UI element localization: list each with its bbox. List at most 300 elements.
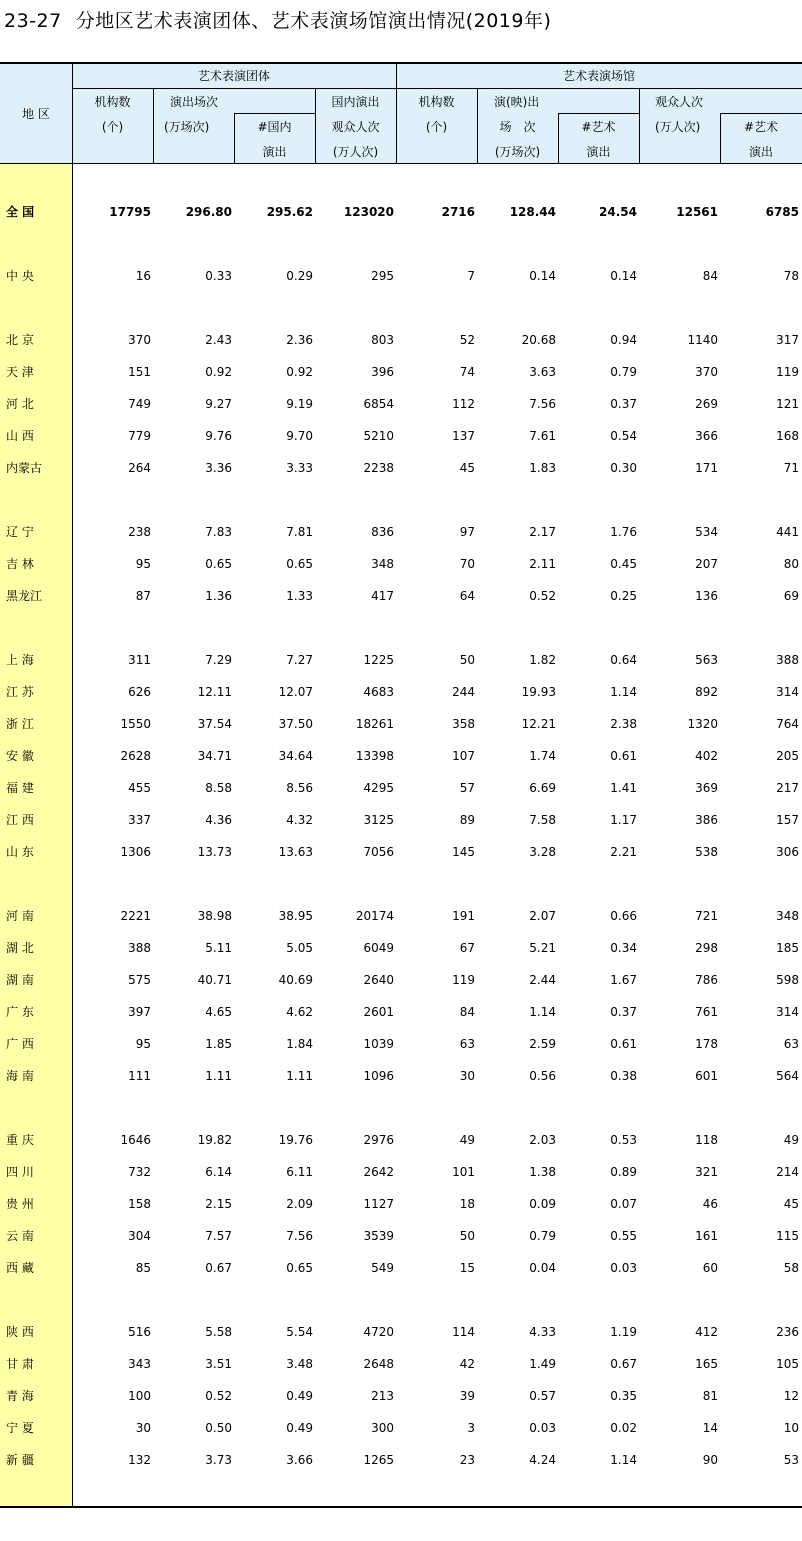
cell-venue-shows: 1.38: [529, 1165, 556, 1179]
cell-venue-art-shows: 0.30: [610, 461, 637, 475]
cell-troupe-domestic-performances: 40.69: [278, 973, 313, 987]
cell-venue-art-shows: 0.34: [610, 941, 637, 955]
cell-venue-count: 244: [452, 685, 475, 699]
header-troupe-count-unit: (个): [101, 120, 124, 134]
cell-venue-art-shows: 0.61: [610, 1037, 637, 1051]
cell-venue-count: 70: [459, 557, 475, 571]
cell-troupe-performances: 5.11: [205, 941, 232, 955]
cell-venue-audience: 161: [695, 1229, 718, 1243]
table-row: [0, 1069, 802, 1083]
cell-troupe-domestic-audience: 1225: [363, 653, 394, 667]
cell-venue-art-shows: 0.79: [610, 365, 637, 379]
header-troupe-performances-unit: (万场次): [164, 120, 210, 134]
cell-troupe-count: 732: [128, 1165, 151, 1179]
region-name: 新 疆: [6, 1453, 34, 1467]
header-group-troupes: 艺术表演团体: [197, 69, 270, 83]
cell-venue-audience: 1320: [687, 717, 718, 731]
cell-venue-count: 191: [452, 909, 475, 923]
cell-venue-art-audience: 306: [776, 845, 799, 859]
cell-venue-audience: 538: [695, 845, 718, 859]
cell-troupe-domestic-audience: 1265: [363, 1453, 394, 1467]
cell-venue-art-audience: 115: [776, 1229, 799, 1243]
cell-venue-count: 145: [452, 845, 475, 859]
header-domestic-audience: 国内演出: [331, 95, 380, 109]
header-domestic-audience-2: 观众人次: [331, 120, 380, 134]
table-row: [0, 845, 802, 859]
cell-troupe-domestic-performances: 7.81: [286, 525, 313, 539]
cell-venue-count: 74: [459, 365, 475, 379]
region-name: 河 北: [6, 397, 34, 411]
cell-venue-shows: 0.14: [529, 269, 556, 283]
cell-troupe-domestic-performances: 7.56: [286, 1229, 313, 1243]
cell-troupe-domestic-performances: 1.33: [286, 589, 313, 603]
cell-venue-shows: 0.09: [529, 1197, 556, 1211]
table-row: [0, 781, 802, 795]
cell-troupe-count: 397: [128, 1005, 151, 1019]
cell-venue-count: 50: [459, 653, 475, 667]
table-row: [0, 813, 802, 827]
cell-venue-shows: 7.56: [529, 397, 556, 411]
cell-troupe-domestic-performances: 2.36: [286, 333, 313, 347]
cell-venue-art-audience: 236: [776, 1325, 799, 1339]
sub-divider: [720, 113, 802, 114]
cell-troupe-domestic-performances: 13.63: [278, 845, 313, 859]
cell-troupe-performances: 0.65: [205, 557, 232, 571]
sub-divider: [234, 113, 316, 114]
cell-venue-audience: 1140: [687, 333, 718, 347]
cell-venue-audience: 12561: [676, 205, 718, 219]
cell-troupe-domestic-audience: 4295: [363, 781, 394, 795]
table-row: [0, 557, 802, 571]
cell-troupe-performances: 7.83: [205, 525, 232, 539]
cell-venue-audience: 321: [695, 1165, 718, 1179]
cell-troupe-count: 343: [128, 1357, 151, 1371]
cell-troupe-domestic-performances: 38.95: [278, 909, 313, 923]
cell-troupe-performances: 3.36: [205, 461, 232, 475]
cell-troupe-domestic-performances: 3.48: [286, 1357, 313, 1371]
cell-venue-art-audience: 78: [783, 269, 799, 283]
cell-venue-shows: 5.21: [529, 941, 556, 955]
cell-venue-shows: 4.24: [529, 1453, 556, 1467]
cell-venue-audience: 370: [695, 365, 718, 379]
cell-venue-art-audience: 119: [776, 365, 799, 379]
cell-venue-shows: 2.11: [529, 557, 556, 571]
cell-venue-art-shows: 1.14: [610, 1453, 637, 1467]
cell-troupe-domestic-audience: 300: [371, 1421, 394, 1435]
cell-troupe-performances: 4.36: [205, 813, 232, 827]
cell-venue-count: 7: [467, 269, 475, 283]
cell-troupe-performances: 2.43: [205, 333, 232, 347]
cell-troupe-domestic-audience: 417: [371, 589, 394, 603]
cell-venue-audience: 46: [702, 1197, 718, 1211]
cell-venue-art-shows: 0.25: [610, 589, 637, 603]
cell-venue-art-shows: 0.37: [610, 397, 637, 411]
cell-venue-shows: 1.82: [529, 653, 556, 667]
cell-troupe-domestic-audience: 2640: [363, 973, 394, 987]
cell-venue-audience: 366: [695, 429, 718, 443]
region-name: 福 建: [6, 781, 34, 795]
cell-troupe-domestic-performances: 9.70: [286, 429, 313, 443]
cell-troupe-domestic-performances: 0.92: [286, 365, 313, 379]
cell-venue-art-audience: 12: [783, 1389, 799, 1403]
cell-troupe-performances: 7.57: [205, 1229, 232, 1243]
header-region: 地 区: [22, 107, 50, 121]
cell-venue-art-audience: 764: [776, 717, 799, 731]
cell-troupe-performances: 296.80: [185, 205, 232, 219]
cell-troupe-domestic-performances: 1.11: [286, 1069, 313, 1083]
cell-troupe-performances: 0.67: [205, 1261, 232, 1275]
table-title: 分地区艺术表演团体、艺术表演场馆演出情况(2019年): [75, 10, 552, 32]
cell-venue-count: 89: [459, 813, 475, 827]
cell-troupe-count: 30: [135, 1421, 151, 1435]
cell-venue-shows: 2.44: [529, 973, 556, 987]
cell-venue-art-audience: 69: [783, 589, 799, 603]
cell-troupe-count: 264: [128, 461, 151, 475]
cell-venue-art-audience: 105: [776, 1357, 799, 1371]
cell-troupe-domestic-performances: 4.62: [286, 1005, 313, 1019]
region-name: 青 海: [6, 1389, 34, 1403]
cell-troupe-domestic-performances: 12.07: [278, 685, 313, 699]
cell-venue-art-audience: 214: [776, 1165, 799, 1179]
cell-venue-art-shows: 0.53: [610, 1133, 637, 1147]
cell-venue-art-shows: 0.14: [610, 269, 637, 283]
cell-venue-shows: 0.52: [529, 589, 556, 603]
cell-venue-count: 2716: [441, 205, 475, 219]
cell-troupe-domestic-audience: 2648: [363, 1357, 394, 1371]
cell-venue-art-audience: 45: [783, 1197, 799, 1211]
cell-venue-count: 101: [452, 1165, 475, 1179]
header-venue-art-shows: #艺术: [581, 120, 616, 134]
table-row: [0, 365, 802, 379]
cell-troupe-count: 95: [135, 557, 151, 571]
cell-venue-art-audience: 564: [776, 1069, 799, 1083]
region-name: 广 东: [6, 1005, 34, 1019]
cell-venue-count: 15: [459, 1261, 475, 1275]
cell-troupe-domestic-performances: 9.19: [286, 397, 313, 411]
region-name: 中 央: [6, 269, 34, 283]
cell-venue-art-audience: 63: [783, 1037, 799, 1051]
region-name: 全 国: [6, 205, 35, 219]
cell-venue-art-audience: 388: [776, 653, 799, 667]
cell-venue-art-shows: 1.17: [610, 813, 637, 827]
cell-venue-art-shows: 24.54: [599, 205, 637, 219]
region-name: 云 南: [6, 1229, 34, 1243]
header-venue-audience: 观众人次: [655, 95, 704, 109]
cell-venue-count: 84: [459, 1005, 475, 1019]
cell-venue-art-audience: 58: [783, 1261, 799, 1275]
table-row: [0, 1165, 802, 1179]
cell-venue-audience: 786: [695, 973, 718, 987]
cell-venue-art-shows: 0.02: [610, 1421, 637, 1435]
cell-troupe-domestic-audience: 2642: [363, 1165, 394, 1179]
cell-venue-art-audience: 10: [783, 1421, 799, 1435]
cell-troupe-domestic-performances: 295.62: [266, 205, 313, 219]
cell-troupe-performances: 1.36: [205, 589, 232, 603]
cell-troupe-count: 100: [128, 1389, 151, 1403]
cell-troupe-count: 455: [128, 781, 151, 795]
table-number: 23-27: [4, 10, 62, 32]
cell-venue-art-audience: 185: [776, 941, 799, 955]
cell-venue-shows: 7.61: [529, 429, 556, 443]
cell-venue-shows: 2.17: [529, 525, 556, 539]
cell-troupe-domestic-audience: 213: [371, 1389, 394, 1403]
cell-troupe-domestic-audience: 396: [371, 365, 394, 379]
cell-venue-shows: 4.33: [529, 1325, 556, 1339]
cell-troupe-domestic-audience: 3539: [363, 1229, 394, 1243]
cell-troupe-performances: 4.65: [205, 1005, 232, 1019]
cell-venue-audience: 534: [695, 525, 718, 539]
header-venue-art-audience-2: 演出: [748, 145, 773, 159]
header-venue-art-shows-2: 演出: [586, 145, 611, 159]
region-name: 辽 宁: [6, 525, 34, 539]
cell-troupe-domestic-audience: 20174: [355, 909, 394, 923]
cell-venue-art-audience: 314: [776, 685, 799, 699]
cell-troupe-domestic-audience: 1127: [363, 1197, 394, 1211]
column-divider: [639, 89, 640, 164]
cell-venue-count: 23: [459, 1453, 475, 1467]
cell-troupe-count: 87: [135, 589, 151, 603]
cell-venue-art-shows: 1.67: [610, 973, 637, 987]
cell-troupe-domestic-audience: 295: [371, 269, 394, 283]
header-domestic-performances: #国内: [257, 120, 292, 134]
cell-venue-art-audience: 317: [776, 333, 799, 347]
cell-troupe-domestic-performances: 34.64: [278, 749, 313, 763]
table-row: [0, 941, 802, 955]
cell-troupe-domestic-audience: 5210: [363, 429, 394, 443]
cell-venue-count: 63: [459, 1037, 475, 1051]
table-row: [0, 1261, 802, 1275]
cell-troupe-domestic-performances: 0.49: [286, 1421, 313, 1435]
cell-venue-audience: 14: [702, 1421, 718, 1435]
cell-troupe-count: 158: [128, 1197, 151, 1211]
cell-troupe-count: 311: [128, 653, 151, 667]
table-row: [0, 205, 802, 219]
region-name: 安 徽: [6, 749, 34, 763]
region-name: 河 南: [6, 909, 34, 923]
header-venue-shows-2: 场 次: [499, 120, 536, 134]
cell-venue-art-shows: 1.41: [610, 781, 637, 795]
cell-venue-art-audience: 71: [783, 461, 799, 475]
cell-venue-art-audience: 80: [783, 557, 799, 571]
cell-troupe-domestic-audience: 13398: [355, 749, 394, 763]
cell-venue-shows: 0.03: [529, 1421, 556, 1435]
cell-troupe-domestic-performances: 0.65: [286, 1261, 313, 1275]
cell-troupe-domestic-audience: 1096: [363, 1069, 394, 1083]
region-name: 广 西: [6, 1037, 34, 1051]
cell-troupe-domestic-performances: 1.84: [286, 1037, 313, 1051]
region-name: 陕 西: [6, 1325, 34, 1339]
cell-troupe-count: 17795: [109, 205, 151, 219]
table-row: [0, 429, 802, 443]
region-name: 海 南: [6, 1069, 34, 1083]
cell-troupe-domestic-audience: 549: [371, 1261, 394, 1275]
table-row: [0, 1197, 802, 1211]
cell-troupe-count: 1646: [120, 1133, 151, 1147]
cell-troupe-count: 1550: [120, 717, 151, 731]
cell-troupe-performances: 9.76: [205, 429, 232, 443]
table-row: [0, 749, 802, 763]
cell-venue-audience: 892: [695, 685, 718, 699]
header-venue-count: 机构数: [418, 95, 455, 109]
cell-troupe-domestic-performances: 2.09: [286, 1197, 313, 1211]
header-group-venues: 艺术表演场馆: [562, 69, 635, 83]
table-row: [0, 1133, 802, 1147]
cell-venue-art-shows: 0.55: [610, 1229, 637, 1243]
cell-venue-art-shows: 2.38: [610, 717, 637, 731]
cell-troupe-domestic-performances: 3.66: [286, 1453, 313, 1467]
cell-venue-art-shows: 1.14: [610, 685, 637, 699]
cell-troupe-domestic-performances: 37.50: [278, 717, 313, 731]
region-name: 贵 州: [6, 1197, 34, 1211]
group-divider: [72, 88, 802, 89]
cell-venue-audience: 761: [695, 1005, 718, 1019]
cell-troupe-domestic-performances: 7.27: [286, 653, 313, 667]
cell-venue-art-audience: 53: [783, 1453, 799, 1467]
cell-venue-shows: 128.44: [509, 205, 556, 219]
header-venue-shows: 演(映)出: [494, 95, 540, 109]
cell-venue-count: 52: [459, 333, 475, 347]
table-row: [0, 1229, 802, 1243]
header-troupe-performances: 演出场次: [170, 95, 219, 109]
cell-troupe-domestic-performances: 5.05: [286, 941, 313, 955]
cell-venue-art-audience: 205: [776, 749, 799, 763]
cell-venue-shows: 1.74: [529, 749, 556, 763]
cell-troupe-performances: 2.15: [205, 1197, 232, 1211]
cell-troupe-count: 626: [128, 685, 151, 699]
cell-troupe-domestic-audience: 7056: [363, 845, 394, 859]
cell-venue-count: 119: [452, 973, 475, 987]
cell-troupe-performances: 0.52: [205, 1389, 232, 1403]
cell-troupe-count: 111: [128, 1069, 151, 1083]
cell-troupe-domestic-audience: 348: [371, 557, 394, 571]
cell-venue-art-shows: 0.45: [610, 557, 637, 571]
cell-venue-shows: 6.69: [529, 781, 556, 795]
cell-venue-shows: 1.14: [529, 1005, 556, 1019]
cell-troupe-count: 238: [128, 525, 151, 539]
cell-troupe-performances: 3.73: [205, 1453, 232, 1467]
cell-venue-art-shows: 0.07: [610, 1197, 637, 1211]
cell-venue-shows: 0.57: [529, 1389, 556, 1403]
cell-venue-art-shows: 0.54: [610, 429, 637, 443]
cell-venue-count: 64: [459, 589, 475, 603]
cell-troupe-domestic-audience: 6049: [363, 941, 394, 955]
region-name: 江 西: [6, 813, 34, 827]
cell-troupe-domestic-audience: 2976: [363, 1133, 394, 1147]
header-venue-art-audience: #艺术: [743, 120, 779, 134]
cell-troupe-performances: 34.71: [197, 749, 232, 763]
cell-troupe-performances: 1.85: [205, 1037, 232, 1051]
cell-venue-audience: 298: [695, 941, 718, 955]
cell-troupe-performances: 1.11: [205, 1069, 232, 1083]
cell-venue-shows: 1.49: [529, 1357, 556, 1371]
cell-venue-audience: 412: [695, 1325, 718, 1339]
table-row: [0, 1357, 802, 1371]
cell-venue-shows: 1.83: [529, 461, 556, 475]
cell-troupe-count: 2221: [120, 909, 151, 923]
cell-venue-art-shows: 0.89: [610, 1165, 637, 1179]
table-row: [0, 685, 802, 699]
cell-venue-shows: 19.93: [521, 685, 556, 699]
table-row: [0, 1453, 802, 1467]
header-domestic-audience-unit: (万人次): [332, 145, 379, 159]
cell-venue-audience: 402: [695, 749, 718, 763]
cell-venue-art-audience: 217: [776, 781, 799, 795]
cell-troupe-performances: 38.98: [197, 909, 232, 923]
cell-troupe-count: 16: [135, 269, 151, 283]
cell-troupe-domestic-audience: 803: [371, 333, 394, 347]
cell-venue-art-audience: 314: [776, 1005, 799, 1019]
table-row: [0, 1037, 802, 1051]
cell-venue-art-shows: 0.66: [610, 909, 637, 923]
region-name: 江 苏: [6, 685, 34, 699]
table-row: [0, 1325, 802, 1339]
cell-venue-art-shows: 0.35: [610, 1389, 637, 1403]
cell-troupe-count: 749: [128, 397, 151, 411]
cell-venue-art-shows: 0.67: [610, 1357, 637, 1371]
cell-troupe-domestic-audience: 123020: [343, 205, 394, 219]
cell-venue-count: 107: [452, 749, 475, 763]
table-row: [0, 525, 802, 539]
cell-troupe-performances: 6.14: [205, 1165, 232, 1179]
cell-troupe-count: 1306: [120, 845, 151, 859]
cell-venue-art-shows: 0.03: [610, 1261, 637, 1275]
cell-troupe-count: 151: [128, 365, 151, 379]
cell-venue-count: 49: [459, 1133, 475, 1147]
cell-venue-shows: 7.58: [529, 813, 556, 827]
cell-troupe-domestic-performances: 19.76: [278, 1133, 313, 1147]
cell-venue-count: 42: [459, 1357, 475, 1371]
table-bottom-rule: [0, 1506, 802, 1508]
cell-troupe-domestic-audience: 4683: [363, 685, 394, 699]
sub-divider: [558, 113, 640, 114]
cell-venue-art-shows: 0.64: [610, 653, 637, 667]
cell-venue-audience: 118: [695, 1133, 718, 1147]
cell-venue-art-audience: 598: [776, 973, 799, 987]
cell-venue-count: 67: [459, 941, 475, 955]
cell-venue-art-shows: 0.37: [610, 1005, 637, 1019]
region-name: 内蒙古: [6, 461, 43, 475]
cell-troupe-count: 95: [135, 1037, 151, 1051]
cell-troupe-performances: 9.27: [205, 397, 232, 411]
table-row: [0, 269, 802, 283]
cell-venue-shows: 2.03: [529, 1133, 556, 1147]
header-bottom-rule: [0, 163, 802, 164]
cell-venue-audience: 601: [695, 1069, 718, 1083]
cell-venue-count: 112: [452, 397, 475, 411]
cell-troupe-count: 2628: [120, 749, 151, 763]
cell-venue-art-shows: 2.21: [610, 845, 637, 859]
cell-troupe-domestic-audience: 836: [371, 525, 394, 539]
cell-venue-audience: 386: [695, 813, 718, 827]
cell-troupe-count: 388: [128, 941, 151, 955]
cell-venue-art-audience: 6785: [765, 205, 799, 219]
cell-troupe-domestic-performances: 6.11: [286, 1165, 313, 1179]
cell-venue-art-shows: 1.19: [610, 1325, 637, 1339]
cell-venue-count: 137: [452, 429, 475, 443]
cell-venue-shows: 3.28: [529, 845, 556, 859]
region-name: 甘 肃: [6, 1357, 34, 1371]
cell-venue-audience: 84: [702, 269, 718, 283]
cell-venue-audience: 369: [695, 781, 718, 795]
cell-troupe-domestic-performances: 0.29: [286, 269, 313, 283]
region-name: 北 京: [6, 333, 34, 347]
region-name: 宁 夏: [6, 1421, 34, 1435]
cell-troupe-performances: 0.92: [205, 365, 232, 379]
cell-troupe-domestic-audience: 18261: [355, 717, 394, 731]
region-name: 上 海: [6, 653, 34, 667]
cell-venue-art-shows: 0.94: [610, 333, 637, 347]
cell-venue-art-audience: 348: [776, 909, 799, 923]
